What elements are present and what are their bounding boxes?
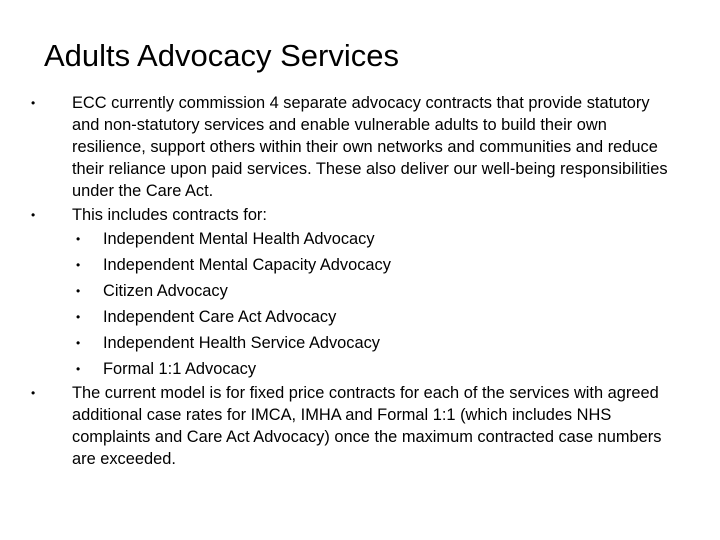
bullet-dot-icon: • [31, 96, 36, 110]
sub-bullet-text: Independent Health Service Advocacy [103, 334, 380, 352]
sub-bullet-item [24, 356, 674, 382]
sub-bullet-item [24, 330, 674, 356]
bullet-text: ECC currently commission 4 separate advocacy contracts that provide statutory and non-statutory services and enable vulnerable adults to build their own resilience, support others within their own networks and communities and reduce their reliance upon paid services. These also deliver our well-being responsibilities under the Care Act. [72, 94, 668, 200]
slide-title: Adults Advocacy Services [44, 38, 399, 73]
sub-bullet-dot-icon: • [76, 336, 81, 350]
sub-bullet-dot-icon: • [76, 232, 81, 246]
bullet-item [24, 92, 674, 202]
sub-bullet-item [24, 304, 674, 330]
sub-bullet-text: Formal 1:1 Advocacy [103, 360, 257, 378]
sub-bullet-dot-icon: • [76, 310, 81, 324]
sub-bullet-item [24, 226, 674, 252]
bullet-item [24, 204, 674, 226]
sub-bullet-text: Independent Mental Capacity Advocacy [103, 256, 391, 274]
sub-bullet-item [24, 252, 674, 278]
sub-bullet-text: Independent Care Act Advocacy [103, 308, 337, 326]
sub-bullet-text: Independent Mental Health Advocacy [103, 230, 375, 248]
bullet-dot-icon: • [31, 386, 36, 400]
sub-bullet-dot-icon: • [76, 362, 81, 376]
bullet-text: This includes contracts for: [72, 206, 267, 224]
slide-body [24, 92, 674, 470]
sub-bullet-list [24, 226, 674, 382]
sub-bullet-text: Citizen Advocacy [103, 282, 228, 300]
bullet-item [24, 382, 674, 470]
sub-bullet-item [24, 278, 674, 304]
bullet-text: The current model is for fixed price contracts for each of the services with agreed additional case rates for IMCA, IMHA and Formal 1:1 (which includes NHS complaints and Care Act Advocacy) once the maximum contracted case numbers are exceeded. [72, 384, 662, 468]
bullet-dot-icon: • [31, 208, 36, 222]
sub-bullet-dot-icon: • [76, 284, 81, 298]
sub-bullet-dot-icon: • [76, 258, 81, 272]
